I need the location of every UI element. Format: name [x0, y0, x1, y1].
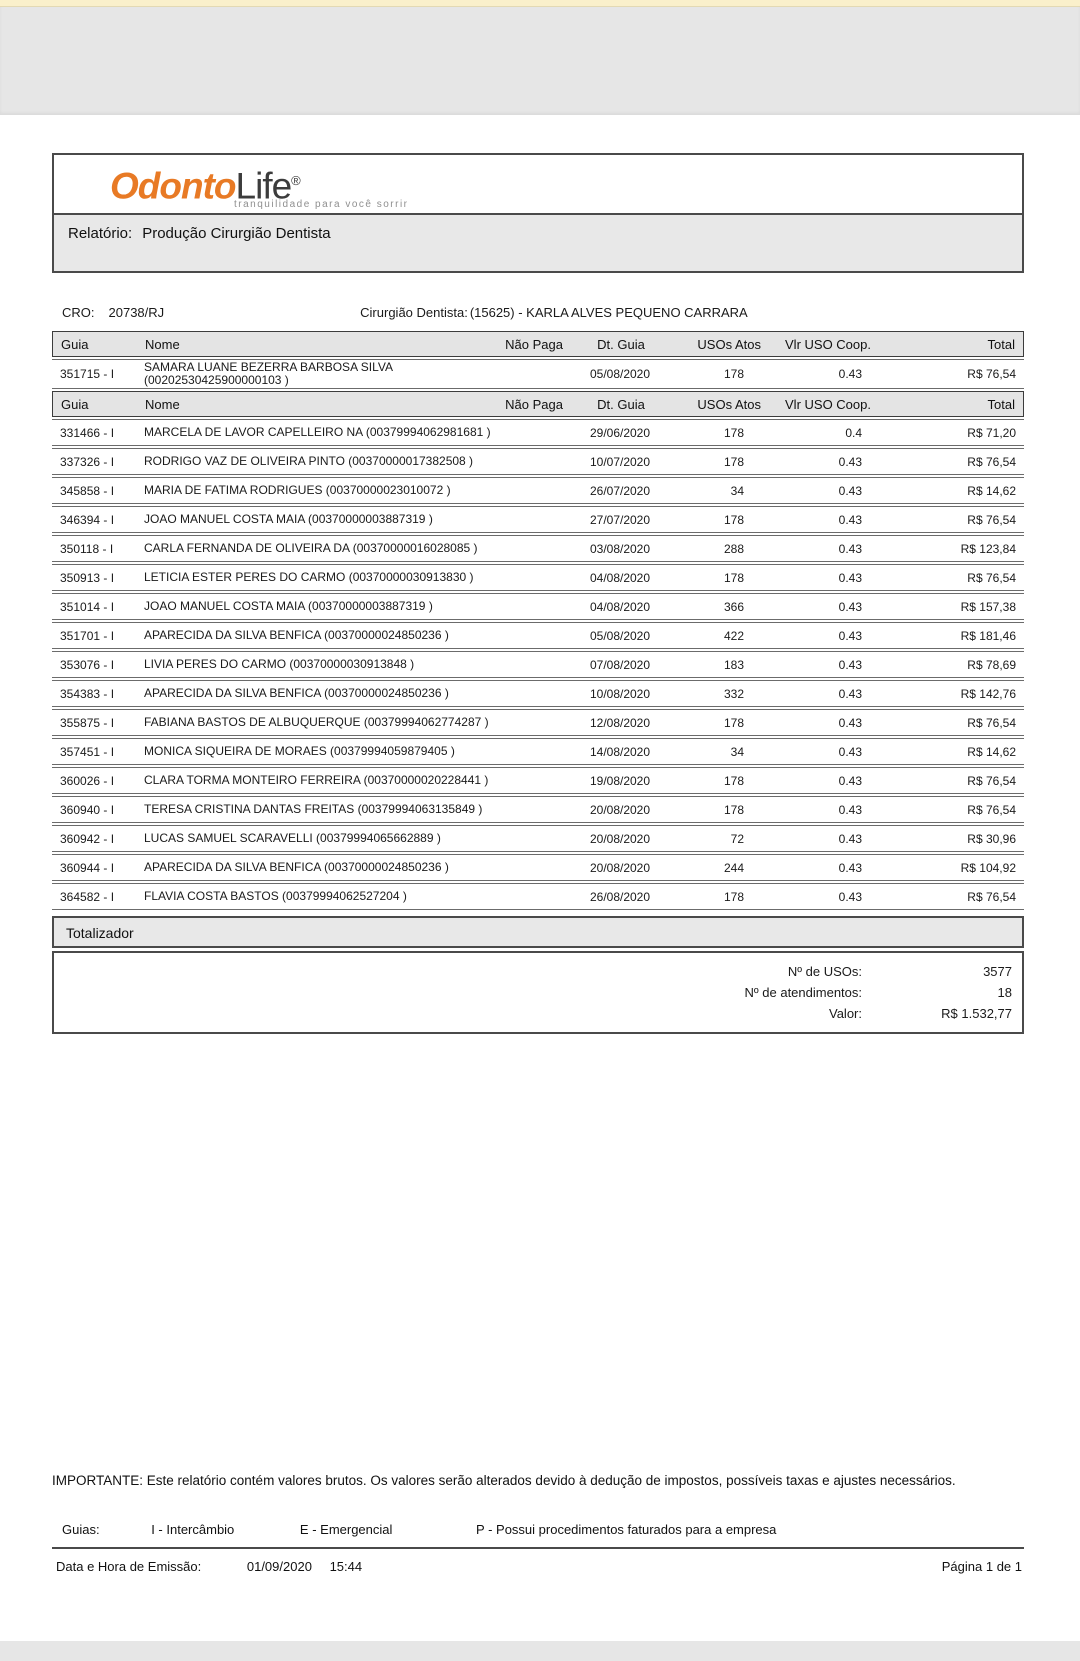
report-label: Relatório:	[68, 225, 133, 242]
header-guia: Guia	[61, 336, 89, 352]
cell-dt-guia: 07/08/2020	[589, 657, 651, 672]
cell-dt-guia: 05/08/2020	[589, 628, 651, 643]
table-row	[52, 738, 1024, 765]
cell-vlr-uso-coop: 0.43	[838, 628, 862, 643]
cell-nome: LUCAS SAMUEL SCARAVELLI (00379994065662889 )	[144, 831, 441, 845]
production-table	[52, 331, 1024, 910]
cell-guia: 360940 - I	[60, 802, 115, 817]
cell-usos-atos: 178	[723, 889, 744, 904]
cell-dt-guia: 03/08/2020	[589, 541, 651, 556]
cell-guia: 346394 - I	[60, 512, 115, 527]
table-row	[52, 651, 1024, 678]
cell-guia: 360026 - I	[60, 773, 115, 788]
header-nome: Nome	[145, 396, 180, 412]
dentist-label: Cirurgião Dentista:	[360, 305, 468, 320]
cell-usos-atos: 244	[723, 860, 744, 875]
cell-usos-atos: 178	[723, 715, 744, 730]
guias-legend-row	[52, 1518, 1024, 1549]
viewer-toolbar-band	[0, 7, 1080, 115]
cell-guia: 353076 - I	[60, 657, 115, 672]
cell-dt-guia: 14/08/2020	[589, 744, 651, 759]
cell-total: R$ 76,54	[967, 570, 1016, 585]
logo-tagline: tranquilidade para você sorrir	[234, 199, 409, 210]
cell-guia: 355875 - I	[60, 715, 115, 730]
cell-nome: TERESA CRISTINA DANTAS FREITAS (00379994063135849 )	[144, 802, 483, 816]
table-row	[52, 448, 1024, 475]
cell-vlr-uso-coop: 0.43	[838, 367, 862, 381]
totalizador-line	[54, 1003, 1012, 1024]
cell-usos-atos: 34	[730, 744, 744, 759]
cell-total: R$ 76,54	[967, 512, 1016, 527]
cell-nome: LETICIA ESTER PERES DO CARMO (00370000030913830 )	[144, 570, 474, 584]
important-note: IMPORTANTE: Este relatório contém valores brutos. Os valores serão alterados devido à dedução de impostos, possíveis taxas e ajustes necessários.	[52, 1473, 956, 1488]
cell-total: R$ 71,20	[967, 425, 1016, 440]
cell-vlr-uso-coop: 0.43	[838, 860, 862, 875]
cell-dt-guia: 04/08/2020	[589, 599, 651, 614]
table-row	[52, 419, 1024, 446]
cell-dt-guia: 05/08/2020	[589, 367, 651, 381]
cell-usos-atos: 183	[723, 657, 744, 672]
cell-dt-guia: 26/07/2020	[589, 483, 651, 498]
table-row	[52, 359, 1024, 389]
table-row	[52, 680, 1024, 707]
totalizador-values-box	[52, 951, 1024, 1034]
table-row	[52, 593, 1024, 620]
cell-guia: 360942 - I	[60, 831, 115, 846]
table-header-row-repeat	[52, 391, 1024, 417]
legend-intercambio: I - Intercâmbio	[151, 1522, 235, 1537]
cell-usos-atos: 422	[723, 628, 744, 643]
cell-nome: RODRIGO VAZ DE OLIVEIRA PINTO (00370000017382508 )	[144, 454, 474, 468]
totalizador-label: Nº de atendimentos:	[744, 985, 862, 1000]
table-header-row	[52, 331, 1024, 357]
cell-total: R$ 76,54	[967, 889, 1016, 904]
legend-empresa: P - Possui procedimentos faturados para a empresa	[476, 1522, 777, 1537]
cell-vlr-uso-coop: 0.43	[838, 802, 862, 817]
cell-vlr-uso-coop: 0.43	[838, 454, 862, 469]
table-row	[52, 767, 1024, 794]
cell-vlr-uso-coop: 0.43	[838, 483, 862, 498]
cell-usos-atos: 72	[730, 831, 744, 846]
totalizador-value: 18	[997, 985, 1012, 1000]
header-guia: Guia	[61, 396, 89, 412]
header-usos-atos: USOs Atos	[697, 396, 761, 412]
legend-emergencial: E - Emergencial	[299, 1522, 393, 1537]
cell-total: R$ 14,62	[967, 483, 1016, 498]
cell-usos-atos: 178	[723, 454, 744, 469]
emission-label: Data e Hora de Emissão:	[56, 1559, 202, 1574]
blank-space	[52, 1034, 1024, 1472]
cell-dt-guia: 10/08/2020	[589, 686, 651, 701]
cell-dt-guia: 29/06/2020	[589, 425, 651, 440]
cell-nome: SAMARA LUANE BEZERRA BARBOSA SILVA (00202530425900000103 )	[144, 360, 393, 387]
cell-vlr-uso-coop: 0.43	[838, 657, 862, 672]
table-row	[52, 825, 1024, 852]
cell-usos-atos: 178	[723, 802, 744, 817]
totalizador-value: R$ 1.532,77	[941, 1006, 1012, 1021]
cell-guia: 357451 - I	[60, 744, 115, 759]
cell-nome: FABIANA BASTOS DE ALBUQUERQUE (00379994062774287 )	[144, 715, 489, 729]
cell-vlr-uso-coop: 0.4	[845, 425, 862, 440]
cell-nome: JOAO MANUEL COSTA MAIA (00370000003887319 )	[144, 599, 433, 613]
header-nao-paga: Não Paga	[505, 396, 563, 412]
cell-vlr-uso-coop: 0.43	[838, 831, 862, 846]
table-row	[52, 796, 1024, 823]
cell-total: R$ 76,54	[967, 802, 1016, 817]
cell-total: R$ 181,46	[960, 628, 1016, 643]
logo-area	[54, 155, 1022, 213]
cell-usos-atos: 288	[723, 541, 744, 556]
totalizador-line	[54, 982, 1012, 1003]
cell-dt-guia: 20/08/2020	[589, 831, 651, 846]
cro-label: CRO:	[62, 305, 95, 320]
logo-life-text: Life	[235, 165, 292, 207]
cell-dt-guia: 10/07/2020	[589, 454, 651, 469]
cell-guia: 351014 - I	[60, 599, 115, 614]
cell-nome: MONICA SIQUEIRA DE MORAES (00379994059879405 )	[144, 744, 455, 758]
guias-label: Guias:	[62, 1522, 100, 1537]
emission-footer-row	[52, 1549, 1024, 1574]
cell-vlr-uso-coop: 0.43	[838, 686, 862, 701]
table-row	[52, 506, 1024, 533]
cell-guia: 351715 - I	[60, 367, 115, 381]
cell-nome: APARECIDA DA SILVA BENFICA (00370000024850236 )	[144, 686, 449, 700]
cell-total: R$ 76,54	[967, 773, 1016, 788]
totalizador-label: Valor:	[829, 1006, 862, 1021]
cell-total: R$ 78,69	[967, 657, 1016, 672]
totalizador-value: 3577	[983, 964, 1012, 979]
cell-dt-guia: 12/08/2020	[589, 715, 651, 730]
totalizador-title-bar: Totalizador	[52, 916, 1024, 948]
header-total: Total	[987, 336, 1015, 352]
cell-guia: 360944 - I	[60, 860, 115, 875]
cell-total: R$ 76,54	[967, 715, 1016, 730]
table-body-rest	[52, 419, 1024, 910]
report-page	[52, 115, 1024, 1574]
totalizador-section	[52, 916, 1024, 1034]
cell-guia: 337326 - I	[60, 454, 115, 469]
cell-nome: JOAO MANUEL COSTA MAIA (00370000003887319 )	[144, 512, 433, 526]
cell-usos-atos: 178	[723, 425, 744, 440]
table-row	[52, 709, 1024, 736]
cell-guia: 350118 - I	[60, 541, 114, 556]
registered-mark-icon: ®	[291, 173, 300, 188]
cell-nome: LIVIA PERES DO CARMO (00370000030913848 )	[144, 657, 415, 671]
table-row	[52, 883, 1024, 910]
header-nao-paga: Não Paga	[505, 336, 563, 352]
cell-vlr-uso-coop: 0.43	[838, 512, 862, 527]
header-usos-atos: USOs Atos	[697, 336, 761, 352]
emission-info	[56, 1559, 362, 1574]
cell-vlr-uso-coop: 0.43	[838, 570, 862, 585]
cell-total: R$ 76,54	[967, 454, 1016, 469]
cell-total: R$ 30,96	[967, 831, 1016, 846]
cell-vlr-uso-coop: 0.43	[838, 541, 862, 556]
bottom-gray-strip	[0, 1641, 1080, 1661]
header-dt-guia: Dt. Guia	[597, 336, 645, 352]
cell-usos-atos: 332	[723, 686, 744, 701]
cell-total: R$ 76,54	[967, 367, 1016, 381]
cell-vlr-uso-coop: 0.43	[838, 889, 862, 904]
header-vlr-uso-coop: Vlr USO Coop.	[785, 336, 871, 352]
cell-nome: FLAVIA COSTA BASTOS (00379994062527204 )	[144, 889, 407, 903]
cell-usos-atos: 178	[723, 773, 744, 788]
cell-nome: MARIA DE FATIMA RODRIGUES (00370000023010072 )	[144, 483, 451, 497]
cell-nome: CLARA TORMA MONTEIRO FERREIRA (00370000020228441 )	[144, 773, 489, 787]
cell-guia: 331466 - I	[60, 425, 115, 440]
dentist-info-line	[52, 305, 1024, 323]
cell-guia: 351701 - I	[60, 628, 115, 643]
cell-vlr-uso-coop: 0.43	[838, 773, 862, 788]
report-title-bar	[54, 213, 1022, 271]
cell-dt-guia: 19/08/2020	[589, 773, 651, 788]
page-number: Página 1 de 1	[941, 1559, 1022, 1574]
table-row	[52, 564, 1024, 591]
cell-dt-guia: 26/08/2020	[589, 889, 651, 904]
cell-usos-atos: 178	[723, 367, 744, 381]
cell-total: R$ 157,38	[960, 599, 1016, 614]
cell-guia: 354383 - I	[60, 686, 115, 701]
cell-total: R$ 142,76	[960, 686, 1016, 701]
browser-top-strip	[0, 0, 1080, 7]
cell-total: R$ 14,62	[967, 744, 1016, 759]
table-row	[52, 854, 1024, 881]
cell-usos-atos: 366	[723, 599, 744, 614]
cell-dt-guia: 04/08/2020	[589, 570, 651, 585]
table-row	[52, 622, 1024, 649]
header-total: Total	[987, 396, 1015, 412]
cell-usos-atos: 178	[723, 512, 744, 527]
totalizador-label: Nº de USOs:	[787, 964, 862, 979]
cell-vlr-uso-coop: 0.43	[838, 715, 862, 730]
report-header-box	[52, 153, 1024, 273]
cell-total: R$ 123,84	[960, 541, 1016, 556]
cell-nome: APARECIDA DA SILVA BENFICA (00370000024850236 )	[144, 860, 449, 874]
cell-dt-guia: 20/08/2020	[589, 802, 651, 817]
cell-guia: 345858 - I	[60, 483, 115, 498]
emission-time: 15:44	[329, 1559, 363, 1574]
emission-date: 01/09/2020	[246, 1559, 312, 1574]
cell-guia: 350913 - I	[60, 570, 115, 585]
cell-nome: CARLA FERNANDA DE OLIVEIRA DA (00370000016028085 )	[144, 541, 478, 555]
logo-odonto-text: Odonto	[110, 165, 236, 207]
cell-usos-atos: 178	[723, 570, 744, 585]
totalizador-line	[54, 961, 1012, 982]
cell-vlr-uso-coop: 0.43	[838, 744, 862, 759]
cro-value: 20738/RJ	[108, 305, 165, 320]
report-name: Produção Cirurgião Dentista	[142, 225, 331, 242]
cell-guia: 364582 - I	[60, 889, 115, 904]
cell-vlr-uso-coop: 0.43	[838, 599, 862, 614]
header-vlr-uso-coop: Vlr USO Coop.	[785, 396, 871, 412]
dentist-name: (15625) - KARLA ALVES PEQUENO CARRARA	[469, 305, 748, 320]
cell-total: R$ 104,92	[960, 860, 1016, 875]
header-nome: Nome	[145, 336, 180, 352]
cell-usos-atos: 34	[730, 483, 744, 498]
cell-nome: MARCELA DE LAVOR CAPELLEIRO NA (00379994062981681 )	[144, 425, 491, 439]
header-dt-guia: Dt. Guia	[597, 396, 645, 412]
cell-dt-guia: 20/08/2020	[589, 860, 651, 875]
table-body-first	[52, 359, 1024, 389]
cell-nome: APARECIDA DA SILVA BENFICA (00370000024850236 )	[144, 628, 449, 642]
table-row	[52, 477, 1024, 504]
cell-dt-guia: 27/07/2020	[589, 512, 651, 527]
table-row	[52, 535, 1024, 562]
